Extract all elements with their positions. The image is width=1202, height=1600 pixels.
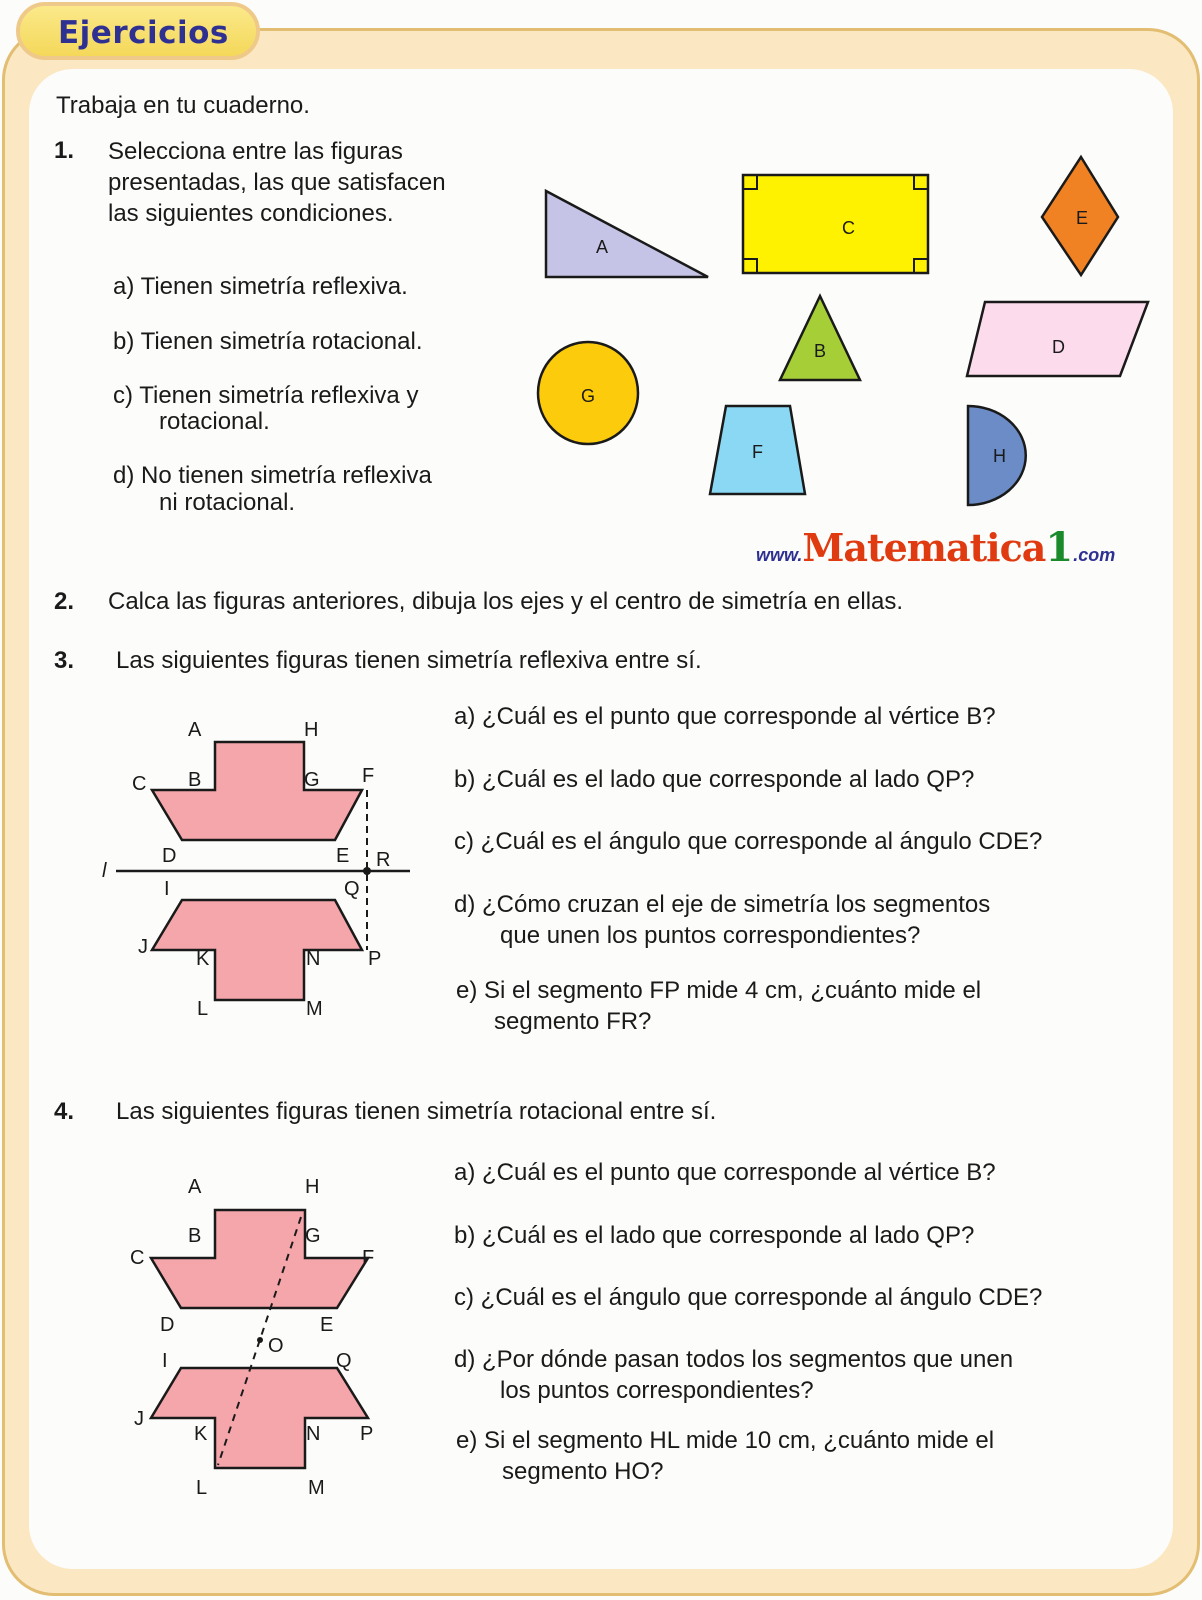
reflection-figure bbox=[90, 700, 430, 1030]
svg-text:D: D bbox=[162, 845, 177, 867]
svg-text:P: P bbox=[368, 948, 382, 970]
center-o bbox=[257, 1337, 263, 1343]
svg-text:C: C bbox=[130, 1247, 145, 1269]
shapes-figure bbox=[0, 0, 1202, 600]
svg-text:B: B bbox=[188, 1225, 202, 1247]
svg-text:K: K bbox=[194, 1423, 208, 1445]
exercise-3-question-e: e) Si el segmento FP mide 4 cm, ¿cuánto mide el bbox=[456, 977, 982, 1004]
exercise-3-question-d: d) ¿Cómo cruzan el eje de simetría los segmentos bbox=[454, 891, 991, 918]
svg-text:B: B bbox=[188, 769, 202, 791]
exercise-4-question-a: a) ¿Cuál es el punto que corresponde al vértice B? bbox=[454, 1159, 996, 1186]
shape-label-g: G bbox=[581, 386, 596, 406]
exercise-4-question-c: c) ¿Cuál es el ángulo que corresponde al ángulo CDE? bbox=[454, 1284, 1043, 1311]
shape-b-isosceles-triangle bbox=[780, 296, 860, 380]
exercise-1-line-2: presentadas, las que satisfacen bbox=[108, 169, 446, 196]
svg-text:I: I bbox=[164, 878, 170, 900]
shape-c-rectangle bbox=[743, 175, 928, 273]
exercise-3-number: 3. bbox=[54, 647, 75, 674]
bottom-figure bbox=[152, 900, 362, 1000]
svg-text:D: D bbox=[160, 1314, 175, 1336]
svg-text:F: F bbox=[362, 1247, 375, 1269]
exercise-4-question-b: b) ¿Cuál es el lado que corresponde al lado QP? bbox=[454, 1222, 975, 1249]
svg-text:A: A bbox=[188, 719, 202, 741]
section-tab bbox=[16, 2, 260, 60]
svg-text:N: N bbox=[306, 1423, 321, 1445]
exercise-4-number: 4. bbox=[54, 1098, 75, 1125]
exercise-1-option-b: b) Tienen simetría rotacional. bbox=[113, 328, 423, 355]
exercise-1-option-d: d) No tienen simetría reflexiva bbox=[113, 462, 432, 489]
exercise-1-option-d-cont: ni rotacional. bbox=[159, 489, 296, 516]
svg-text:L: L bbox=[196, 1477, 208, 1499]
exercise-1-line-1: Selecciona entre las figuras bbox=[108, 138, 403, 165]
watermark-digit: 1 bbox=[1045, 524, 1074, 571]
shape-label-c: C bbox=[842, 218, 855, 238]
svg-text:P: P bbox=[360, 1423, 374, 1445]
exercise-2-text: Calca las figuras anteriores, dibuja los ejes y el centro de simetría en ellas. bbox=[108, 588, 904, 615]
shape-a-right-triangle bbox=[546, 191, 708, 277]
svg-text:E: E bbox=[336, 845, 350, 867]
svg-text:J: J bbox=[138, 936, 148, 958]
exercise-1-number: 1. bbox=[54, 137, 75, 164]
svg-text:H: H bbox=[304, 719, 319, 741]
exercise-4-question-e-cont: segmento HO? bbox=[502, 1458, 664, 1485]
section-title: Ejercicios bbox=[58, 15, 229, 51]
exercise-4-question-e: e) Si el segmento HL mide 10 cm, ¿cuánto mide el bbox=[456, 1427, 995, 1454]
svg-text:M: M bbox=[306, 998, 323, 1020]
exercise-4-text: Las siguientes figuras tienen simetría rotacional entre sí. bbox=[116, 1098, 717, 1125]
svg-text:C: C bbox=[132, 773, 147, 795]
svg-text:Q: Q bbox=[336, 1350, 352, 1372]
point-r bbox=[363, 867, 371, 875]
watermark-logo bbox=[756, 524, 1115, 571]
shape-label-e: E bbox=[1076, 208, 1089, 228]
svg-text:I: I bbox=[162, 1350, 168, 1372]
svg-text:E: E bbox=[320, 1314, 334, 1336]
exercise-4-question-d: d) ¿Por dónde pasan todos los segmentos que unen bbox=[454, 1346, 1014, 1373]
svg-text:K: K bbox=[196, 948, 210, 970]
exercise-3-question-c: c) ¿Cuál es el ángulo que corresponde al ángulo CDE? bbox=[454, 828, 1043, 855]
top-figure bbox=[151, 1210, 368, 1308]
svg-text:M: M bbox=[308, 1477, 325, 1499]
exercise-3-text: Las siguientes figuras tienen simetría reflexiva entre sí. bbox=[116, 647, 702, 674]
exercise-3-question-b: b) ¿Cuál es el lado que corresponde al lado QP? bbox=[454, 766, 975, 793]
svg-text:N: N bbox=[306, 948, 321, 970]
watermark-name: Matematica bbox=[802, 525, 1046, 570]
watermark-prefix: www. bbox=[756, 545, 803, 565]
axis-label: l bbox=[102, 860, 107, 882]
shape-label-a: A bbox=[596, 237, 609, 257]
svg-text:R: R bbox=[376, 849, 391, 871]
intro-text: Trabaja en tu cuaderno. bbox=[56, 92, 310, 119]
watermark-suffix: .com bbox=[1073, 545, 1116, 565]
shape-label-h: H bbox=[993, 446, 1006, 466]
shape-label-f: F bbox=[752, 442, 763, 462]
exercise-1-line-3: las siguientes condiciones. bbox=[108, 200, 394, 227]
exercise-4-question-d-cont: los puntos correspondientes? bbox=[500, 1377, 814, 1404]
exercise-1-option-c: c) Tienen simetría reflexiva y bbox=[113, 382, 419, 409]
exercise-3-question-e-cont: segmento FR? bbox=[494, 1008, 652, 1035]
shape-label-b: B bbox=[814, 341, 827, 361]
bottom-figure bbox=[151, 1368, 368, 1468]
exercise-1-option-a: a) Tienen simetría reflexiva. bbox=[113, 273, 408, 300]
center-label: O bbox=[268, 1335, 284, 1357]
svg-text:A: A bbox=[188, 1176, 202, 1198]
svg-text:H: H bbox=[305, 1176, 320, 1198]
top-figure bbox=[152, 742, 362, 840]
shape-label-d: D bbox=[1052, 337, 1065, 357]
svg-text:G: G bbox=[304, 769, 320, 791]
exercise-3-question-d-cont: que unen los puntos correspondientes? bbox=[500, 922, 921, 949]
rotation-figure bbox=[110, 1160, 410, 1499]
svg-text:J: J bbox=[134, 1408, 144, 1430]
svg-text:F: F bbox=[362, 765, 375, 787]
exercise-1-option-c-cont: rotacional. bbox=[159, 408, 270, 435]
svg-text:G: G bbox=[305, 1225, 321, 1247]
svg-text:Q: Q bbox=[344, 878, 360, 900]
exercise-2-number: 2. bbox=[54, 588, 75, 615]
exercise-3-question-a: a) ¿Cuál es el punto que corresponde al vértice B? bbox=[454, 703, 996, 730]
svg-text:L: L bbox=[197, 998, 209, 1020]
